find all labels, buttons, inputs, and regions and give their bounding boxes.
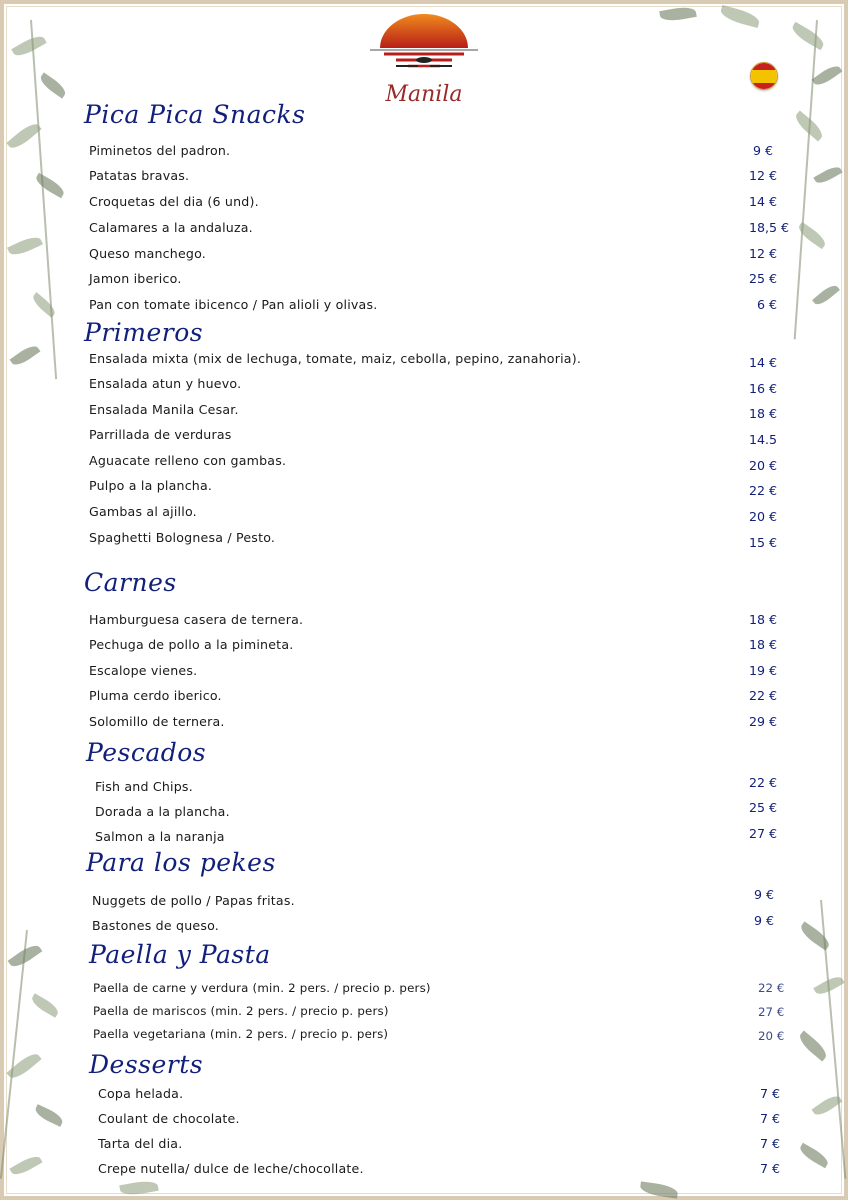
menu-item: Escalope vienes. <box>89 663 198 678</box>
section-title-carnes: Carnes <box>84 568 177 597</box>
menu-item: Tarta del dia. <box>98 1136 183 1151</box>
menu-item: Calamares a la andaluza. <box>89 220 253 235</box>
menu-item: Crepe nutella/ dulce de leche/chocollate. <box>98 1161 364 1176</box>
menu-price: 25 € <box>749 271 778 286</box>
menu-price: 7 € <box>760 1111 781 1126</box>
menu-price: 29 € <box>749 714 778 729</box>
menu-item: Dorada a la plancha. <box>95 804 230 819</box>
menu-item: Nuggets de pollo / Papas fritas. <box>92 893 295 908</box>
menu-price: 9 € <box>754 887 775 902</box>
menu-price: 22 € <box>749 483 778 498</box>
menu-item: Pulpo a la plancha. <box>89 478 213 493</box>
menu-price: 16 € <box>749 381 778 396</box>
section-title-pescados: Pescados <box>86 738 207 767</box>
restaurant-name: Manila <box>385 82 463 107</box>
menu-item: Pan con tomate ibicenco / Pan alioli y olivas. <box>89 297 378 312</box>
menu-item: Patatas bravas. <box>89 168 190 183</box>
section-title-snacks: Pica Pica Snacks <box>84 100 306 129</box>
menu-item: Aguacate relleno con gambas. <box>89 453 287 468</box>
menu-item: Copa helada. <box>98 1086 184 1101</box>
menu-item: Ensalada mixta (mix de lechuga, tomate, maiz, cebolla, pepino, zanahoria). <box>89 351 582 366</box>
menu-item: Hamburguesa casera de ternera. <box>89 612 304 627</box>
section-title-paella: Paella y Pasta <box>89 940 271 969</box>
menu-price: 9 € <box>754 913 775 928</box>
menu-item: Piminetos del padron. <box>89 143 231 158</box>
menu-item: Gambas al ajillo. <box>89 504 197 519</box>
menu-item: Fish and Chips. <box>95 779 193 794</box>
menu-item: Solomillo de ternera. <box>89 714 225 729</box>
menu-price: 18 € <box>749 406 778 421</box>
menu-price: 27 € <box>758 1005 785 1019</box>
section-title-desserts: Desserts <box>89 1050 204 1079</box>
spain-flag-icon[interactable] <box>750 62 778 90</box>
menu-item: Jamon iberico. <box>89 271 182 286</box>
section-title-primeros: Primeros <box>84 318 204 347</box>
menu-price: 20 € <box>758 1029 785 1043</box>
menu-item: Parrillada de verduras <box>89 427 232 442</box>
menu-price: 27 € <box>749 826 778 841</box>
menu-price: 14 € <box>749 355 778 370</box>
menu-price: 19 € <box>749 663 778 678</box>
menu-item: Ensalada Manila Cesar. <box>89 402 239 417</box>
menu-item: Pechuga de pollo a la pimineta. <box>89 637 294 652</box>
menu-price: 22 € <box>749 775 778 790</box>
menu-item: Queso manchego. <box>89 246 207 261</box>
menu-price: 7 € <box>760 1161 781 1176</box>
menu-price: 12 € <box>749 168 778 183</box>
menu-price: 18 € <box>749 612 778 627</box>
menu-price: 18 € <box>749 637 778 652</box>
menu-item: Paella de carne y verdura (min. 2 pers. / precio p. pers) <box>93 981 431 995</box>
menu-item: Paella vegetariana (min. 2 pers. / precio p. pers) <box>93 1027 389 1041</box>
menu-price: 14.5 <box>749 432 778 447</box>
menu-price: 7 € <box>760 1086 781 1101</box>
menu-price: 20 € <box>749 458 778 473</box>
menu-price: 9 € <box>753 143 774 158</box>
section-title-pekes: Para los pekes <box>86 848 276 877</box>
menu-item: Pluma cerdo iberico. <box>89 688 222 703</box>
menu-item: Coulant de chocolate. <box>98 1111 240 1126</box>
menu-price: 18,5 € <box>749 220 790 235</box>
menu-item: Salmon a la naranja <box>95 829 225 844</box>
menu-price: 22 € <box>749 688 778 703</box>
menu-item: Bastones de queso. <box>92 918 219 933</box>
menu-price: 14 € <box>749 194 778 209</box>
menu-price: 15 € <box>749 535 778 550</box>
menu-price: 22 € <box>758 981 785 995</box>
menu-price: 25 € <box>749 800 778 815</box>
menu-item: Croquetas del dia (6 und). <box>89 194 259 209</box>
menu-item: Paella de mariscos (min. 2 pers. / precio p. pers) <box>93 1004 389 1018</box>
menu-price: 6 € <box>757 297 778 312</box>
menu-price: 7 € <box>760 1136 781 1151</box>
menu-price: 12 € <box>749 246 778 261</box>
menu-item: Ensalada atun y huevo. <box>89 376 242 391</box>
menu-price: 20 € <box>749 509 778 524</box>
menu-item: Spaghetti Bolognesa / Pesto. <box>89 530 276 545</box>
